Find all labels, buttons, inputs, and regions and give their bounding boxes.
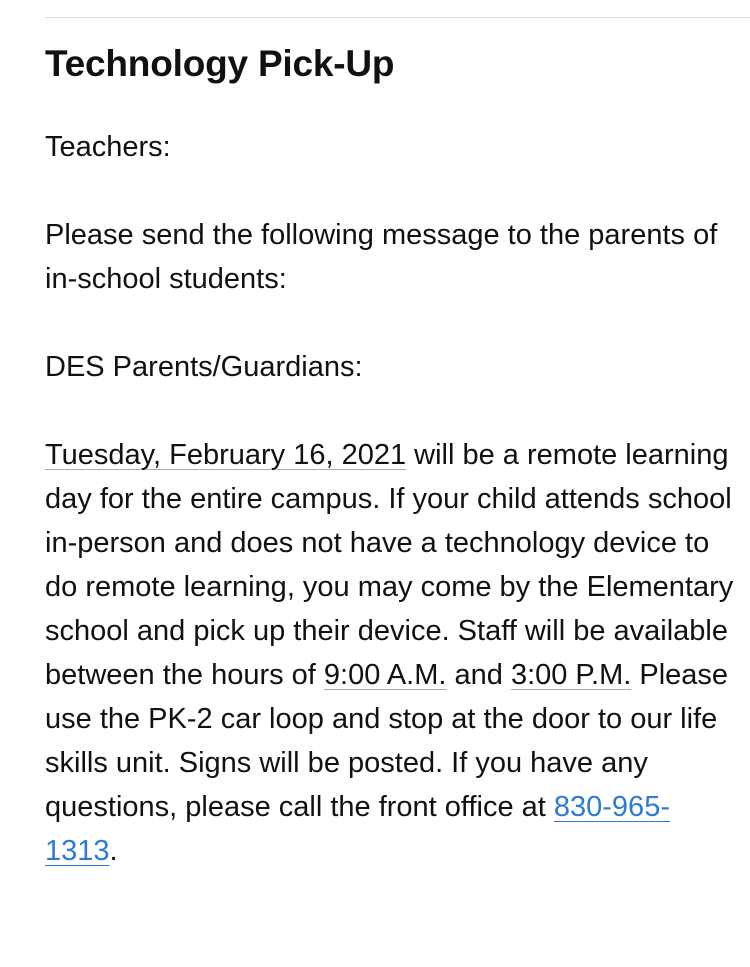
- announcement-paragraph: [45, 433, 735, 873]
- start-time-link[interactable]: 9:00 A.M.: [323, 659, 447, 691]
- announcement-text-4: .: [109, 835, 118, 867]
- top-divider: [45, 17, 750, 18]
- announcement-text-1: will be a remote learning day for the entire campus. If your child attends school in-person and does not have a technology device to do remote learning, you may come by the Elementary school and pick up their device. Staff will be available between the hours of: [45, 439, 734, 691]
- announcement-text-2: and: [446, 659, 511, 691]
- greeting-paragraph: Teachers:: [45, 131, 171, 163]
- salutation-paragraph: DES Parents/Guardians:: [45, 351, 363, 383]
- instruction-paragraph: Please send the following message to the parents of in-school students:: [45, 219, 718, 295]
- end-time-link[interactable]: 3:00 P.M.: [510, 659, 632, 691]
- page-title: Technology Pick-Up: [45, 43, 395, 84]
- date-link[interactable]: Tuesday, February 16, 2021: [45, 439, 407, 471]
- phone-link[interactable]: 830-965-1313: [45, 791, 670, 867]
- message-content: [45, 36, 735, 873]
- announcement-text-3: Please use the PK-2 car loop and stop at the door to our life skills unit. Signs will be posted. If you have any questions, please call the front office at: [45, 659, 729, 823]
